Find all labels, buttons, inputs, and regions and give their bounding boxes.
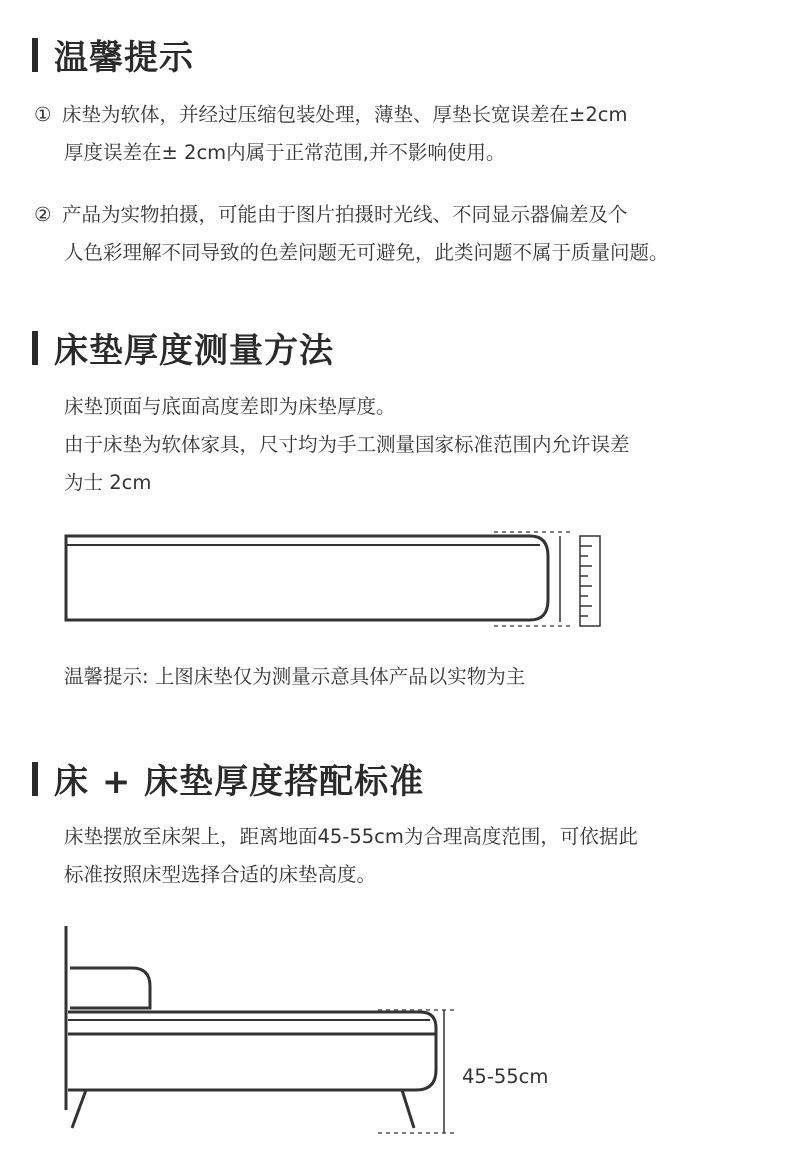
note-1-marker: ① xyxy=(34,103,52,126)
note-1-line-1: 床垫为软体，并经过压缩包装处理，薄垫、厚垫长宽误差在±2cm xyxy=(62,103,628,126)
note-2-line-2: 人色彩理解不同导致的色差问题无可避免，此类问题不属于质量问题。 xyxy=(64,241,669,264)
measure-line-2: 由于床垫为软体家具，尺寸均为手工测量国家标准范围内允许误差 xyxy=(64,433,630,456)
pillow xyxy=(70,968,150,1008)
note-2-marker: ② xyxy=(34,203,52,226)
bed-standard-line-1: 床垫摆放至床架上，距离地面45-55cm为合理高度范围，可依据此 xyxy=(64,825,638,848)
bed-standard-description xyxy=(64,818,638,894)
bed-diagram xyxy=(66,926,436,1128)
mattress-outline xyxy=(66,536,548,620)
diagram-caption: 温馨提示: 上图床垫仅为测量示意具体产品以实物为主 xyxy=(64,665,526,688)
note-2-line-1: 产品为实物拍摄，可能由于图片拍摄时光线、不同显示器偏差及个 xyxy=(62,203,628,226)
heading-bar xyxy=(32,762,38,796)
bed-leg-right xyxy=(402,1090,414,1128)
bed-height-label: 45-55cm xyxy=(462,1065,549,1088)
heading-text: 温馨提示 xyxy=(54,38,194,78)
bed-mattress-top xyxy=(68,1012,436,1034)
measure-line-1: 床垫顶面与底面高度差即为床垫厚度。 xyxy=(64,395,396,418)
bed-leg-left xyxy=(72,1090,86,1128)
bed-standard-line-2: 标准按照床型选择合适的床垫高度。 xyxy=(64,863,377,886)
ruler xyxy=(580,536,600,626)
section-heading-bed-standard xyxy=(32,754,424,803)
note-1-line-2: 厚度误差在± 2cm内属于正常范围,并不影响使用。 xyxy=(64,141,506,164)
measure-line-3: 为士 2cm xyxy=(64,471,152,494)
bed-frame xyxy=(68,1034,436,1090)
heading-text: 床 + 床垫厚度搭配标准 xyxy=(54,762,425,802)
heading-text: 床垫厚度测量方法 xyxy=(54,331,334,371)
